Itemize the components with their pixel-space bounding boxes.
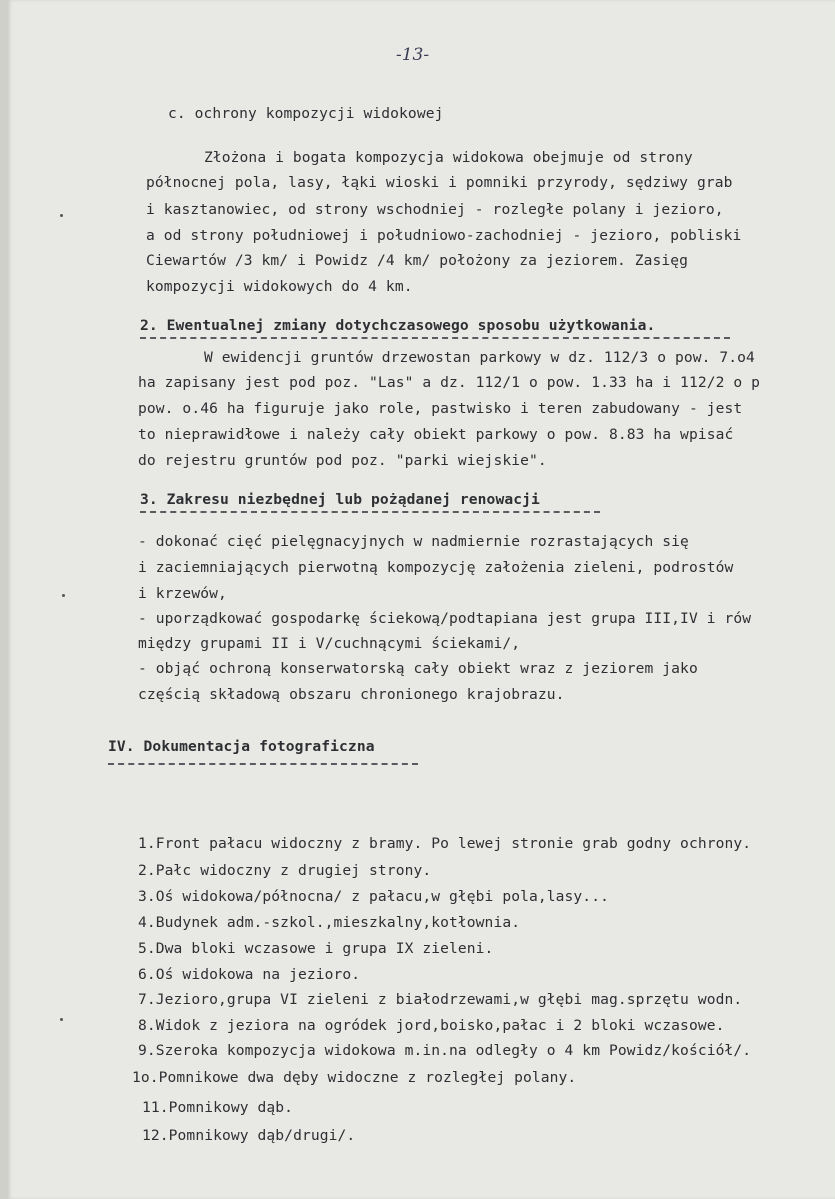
list-line: między grupami II i V/cuchnącymi ściekami/,	[138, 635, 521, 652]
text-line: pow. o.46 ha figuruje jako role, pastwisko i teren zabudowany - jest	[138, 400, 743, 417]
list-line: i zaciemniających pierwotną kompozycję założenia zieleni, podrostów	[138, 559, 734, 576]
list-line: częścią składową obszaru chronionego krajobrazu.	[138, 686, 565, 703]
list-item: 1.Front pałacu widoczny z bramy. Po lewej stronie grab godny ochrony.	[138, 835, 752, 852]
text-line: północnej pola, lasy, łąki wioski i pomniki przyrody, sędziwy grab	[146, 174, 733, 191]
text-line: a od strony południowej i południowo-zachodniej - jezioro, pobliski	[146, 227, 742, 244]
text-line: W ewidencji gruntów drzewostan parkowy w dz. 112/3 o pow. 7.o4	[204, 349, 755, 366]
list-item: 2.Pałc widoczny z drugiej strony.	[138, 862, 432, 879]
list-line: - objąć ochroną konserwatorską cały obiekt wraz z jeziorem jako	[138, 660, 698, 677]
heading-underline	[108, 763, 418, 765]
list-item: 3.Oś widokowa/północna/ z pałacu,w głębi pola,lasy...	[138, 888, 609, 905]
heading-underline	[140, 337, 730, 339]
section-c-heading: c. ochrony kompozycji widokowej	[168, 105, 444, 122]
page-number: -13-	[396, 45, 430, 65]
list-item: 5.Dwa bloki wczasowe i grupa IX zieleni.	[138, 940, 494, 957]
text-line: Złożona i bogata kompozycja widokowa obejmuje od strony	[204, 149, 693, 166]
section-2-heading: 2. Ewentualnej zmiany dotychczasowego sposobu użytkowania.	[140, 317, 656, 334]
list-item: 8.Widok z jeziora na ogródek jord,boisko,pałac i 2 bloki wczasowe.	[138, 1017, 725, 1034]
list-item: 7.Jezioro,grupa VI zieleni z białodrzewami,w głębi mag.sprzętu wodn.	[138, 991, 743, 1008]
text-line: kompozycji widokowych do 4 km.	[146, 278, 413, 295]
text-line: Ciewartów /3 km/ i Powidz /4 km/ położony za jeziorem. Zasięg	[146, 252, 689, 269]
list-item: 11.Pomnikowy dąb.	[142, 1099, 294, 1116]
section-iv-heading: IV. Dokumentacja fotograficzna	[108, 738, 375, 755]
scan-speck	[62, 594, 65, 597]
text-line: do rejestru gruntów pod poz. "parki wiejskie".	[138, 452, 547, 469]
text-line: i kasztanowiec, od strony wschodniej - rozległe polany i jezioro,	[146, 201, 724, 218]
list-line: - dokonać cięć pielęgnacyjnych w nadmiernie rozrastających się	[138, 533, 689, 550]
section-3-heading: 3. Zakresu niezbędnej lub pożądanej renowacji	[140, 491, 540, 508]
list-item: 6.Oś widokowa na jezioro.	[138, 966, 361, 983]
list-item: 9.Szeroka kompozycja widokowa m.in.na odległy o 4 km Powidz/kościół/.	[138, 1042, 752, 1059]
document-page	[8, 0, 835, 1199]
heading-underline	[140, 511, 600, 513]
list-item: 1o.Pomnikowe dwa dęby widoczne z rozległej polany.	[132, 1069, 577, 1086]
scan-speck	[60, 1018, 63, 1021]
scan-speck	[60, 214, 63, 217]
list-item: 4.Budynek adm.-szkol.,mieszkalny,kotłownia.	[138, 914, 521, 931]
list-line: - uporządkować gospodarkę ściekową/podtapiana jest grupa III,IV i rów	[138, 610, 752, 627]
text-line: to nieprawidłowe i należy cały obiekt parkowy o pow. 8.83 ha wpisać	[138, 426, 734, 443]
list-line: i krzewów,	[138, 585, 227, 602]
list-item: 12.Pomnikowy dąb/drugi/.	[142, 1127, 356, 1144]
text-line: ha zapisany jest pod poz. "Las" a dz. 112/1 o pow. 1.33 ha i 112/2 o p	[138, 374, 761, 391]
